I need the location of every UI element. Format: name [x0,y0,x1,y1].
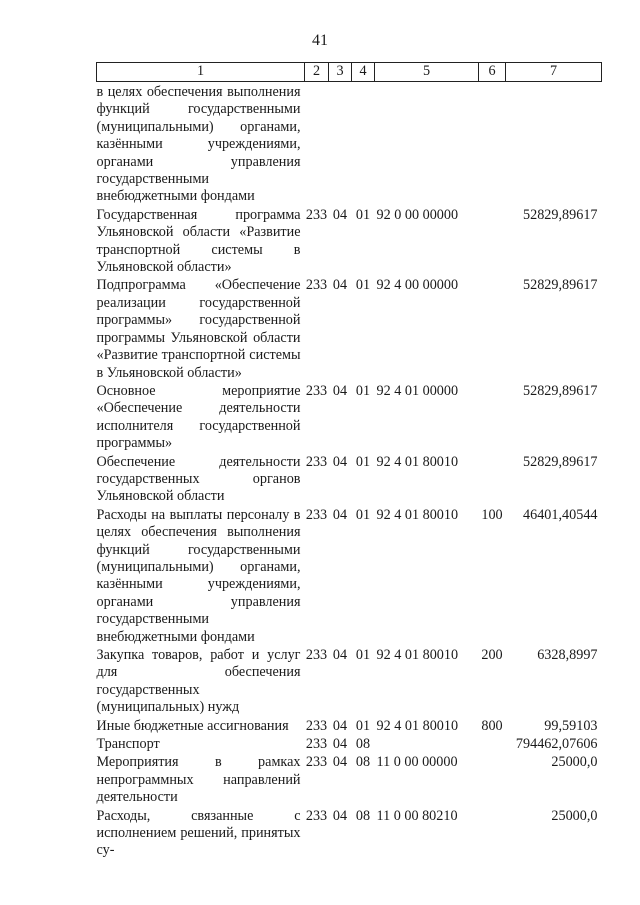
row-sum: 794462,07606 [515,736,598,753]
row-rz: 04 [332,453,348,470]
table-body [97,82,602,861]
row-pr: 01 [355,647,371,663]
header-col-7: 7 [506,63,602,82]
header-col-1: 1 [97,63,305,82]
table-row [97,82,602,207]
row-vr [479,808,506,861]
row-vr [479,454,506,507]
row-ved: 233 [305,382,328,399]
row-sum: 99,59103 [544,717,598,734]
table-row [97,207,602,278]
row-pr [352,82,375,207]
row-csr [375,736,479,754]
row-ved: 233 [305,717,328,734]
row-ved [305,82,329,207]
row-ved: 233 [305,506,328,523]
row-rz [329,82,352,207]
row-pr: 08 [355,807,371,824]
table-row [97,383,602,454]
row-name: Иные бюджетные ассигнования [96,717,289,734]
row-csr: 92 4 01 80010 [376,506,459,523]
row-sum: 52829,89617 [523,453,598,470]
row-ved: 233 [305,736,328,753]
table-row [97,718,602,736]
row-sum: 52829,89617 [523,277,598,294]
row-name: Основное мероприятие «Обеспечение деятельности исполнителя государственной программы» [96,382,301,452]
table-row [97,736,602,754]
row-name: в целях обеспечения выполнения функций государственными (муниципальными) органами, казёнными учреждениями, органами управления государственными внебюджетными фондами [96,84,301,205]
table-row [97,808,602,861]
budget-table-container [96,62,601,861]
row-csr: 92 4 01 80010 [376,647,459,663]
row-rz: 04 [332,206,348,223]
table-row [97,754,602,807]
row-name: Подпрограмма «Обеспечение реализации государственной программы» государственной программы Ульяновской области «Развитие транспортной системы в Ульяновской области» [96,277,301,381]
row-csr: 11 0 00 00000 [376,754,458,771]
row-vr: 800 [481,717,503,734]
row-ved: 233 [305,754,328,771]
header-col-3: 3 [329,63,352,82]
header-col-6: 6 [479,63,506,82]
row-rz: 04 [332,277,348,294]
row-csr: 92 4 01 80010 [376,453,459,470]
row-rz: 04 [332,754,348,771]
row-pr: 01 [355,277,371,294]
row-sum: 52829,89617 [523,382,598,399]
row-pr: 01 [355,382,371,399]
header-col-5: 5 [375,63,479,82]
table-header-row [97,63,602,82]
row-name: Транспорт [96,736,160,753]
row-vr: 200 [481,647,503,663]
row-rz: 04 [332,382,348,399]
row-name: Расходы на выплаты персоналу в целях обеспечения выполнения функций государственными (муниципальными) органами, казёнными учреждениями, органами управления государственными внебюджетными фондами [96,506,301,645]
row-csr: 92 0 00 00000 [376,206,459,223]
row-csr: 92 4 01 00000 [376,382,459,399]
row-rz: 04 [332,717,348,734]
table-row [97,647,602,718]
row-name: Закупка товаров, работ и услуг для обеспечения государственных (муниципальных) нужд [96,647,301,716]
page-number: 41 [312,32,328,49]
row-csr: 92 4 01 80010 [376,717,459,734]
row-pr: 01 [355,453,371,470]
row-rz: 04 [332,647,348,663]
row-ved: 233 [305,647,328,663]
row-sum: 25000,0 [551,754,598,771]
row-name: Мероприятия в рамках непрограммных направлений деятельности [96,754,301,806]
row-pr: 01 [355,717,371,734]
row-csr: 11 0 00 80210 [376,807,458,824]
row-ved: 233 [305,453,328,470]
row-sum: 52829,89617 [523,206,598,223]
budget-table [96,62,602,861]
row-vr: 100 [481,506,503,523]
row-sum: 25000,0 [551,807,598,824]
row-vr [479,736,506,754]
row-vr [479,207,506,278]
row-rz: 04 [332,736,348,753]
row-ved: 233 [305,807,328,824]
table-row [97,277,602,382]
row-sum: 46401,40544 [523,506,598,523]
header-col-4: 4 [352,63,375,82]
row-sum [506,82,602,207]
row-csr [375,82,479,207]
table-row [97,454,602,507]
table-row [97,507,602,647]
row-pr: 08 [355,736,371,753]
table-header [97,63,602,82]
header-col-2: 2 [305,63,329,82]
row-ved: 233 [305,277,328,294]
row-sum: 6328,8997 [537,647,598,663]
row-rz: 04 [332,506,348,523]
row-vr [479,277,506,382]
row-rz: 04 [332,807,348,824]
row-ved: 233 [305,206,328,223]
row-name: Государственная программа Ульяновской области «Развитие транспортной системы в Ульяновской области» [96,206,301,276]
row-vr [479,383,506,454]
row-vr [479,82,506,207]
row-csr: 92 4 00 00000 [376,277,459,294]
row-name: Обеспечение деятельности государственных органов Ульяновской области [96,453,301,505]
row-pr: 01 [355,506,371,523]
row-name: Расходы, связанные с исполнением решений, принятых су- [96,807,301,859]
row-pr: 01 [355,206,371,223]
row-vr [479,754,506,807]
row-pr: 08 [355,754,371,771]
